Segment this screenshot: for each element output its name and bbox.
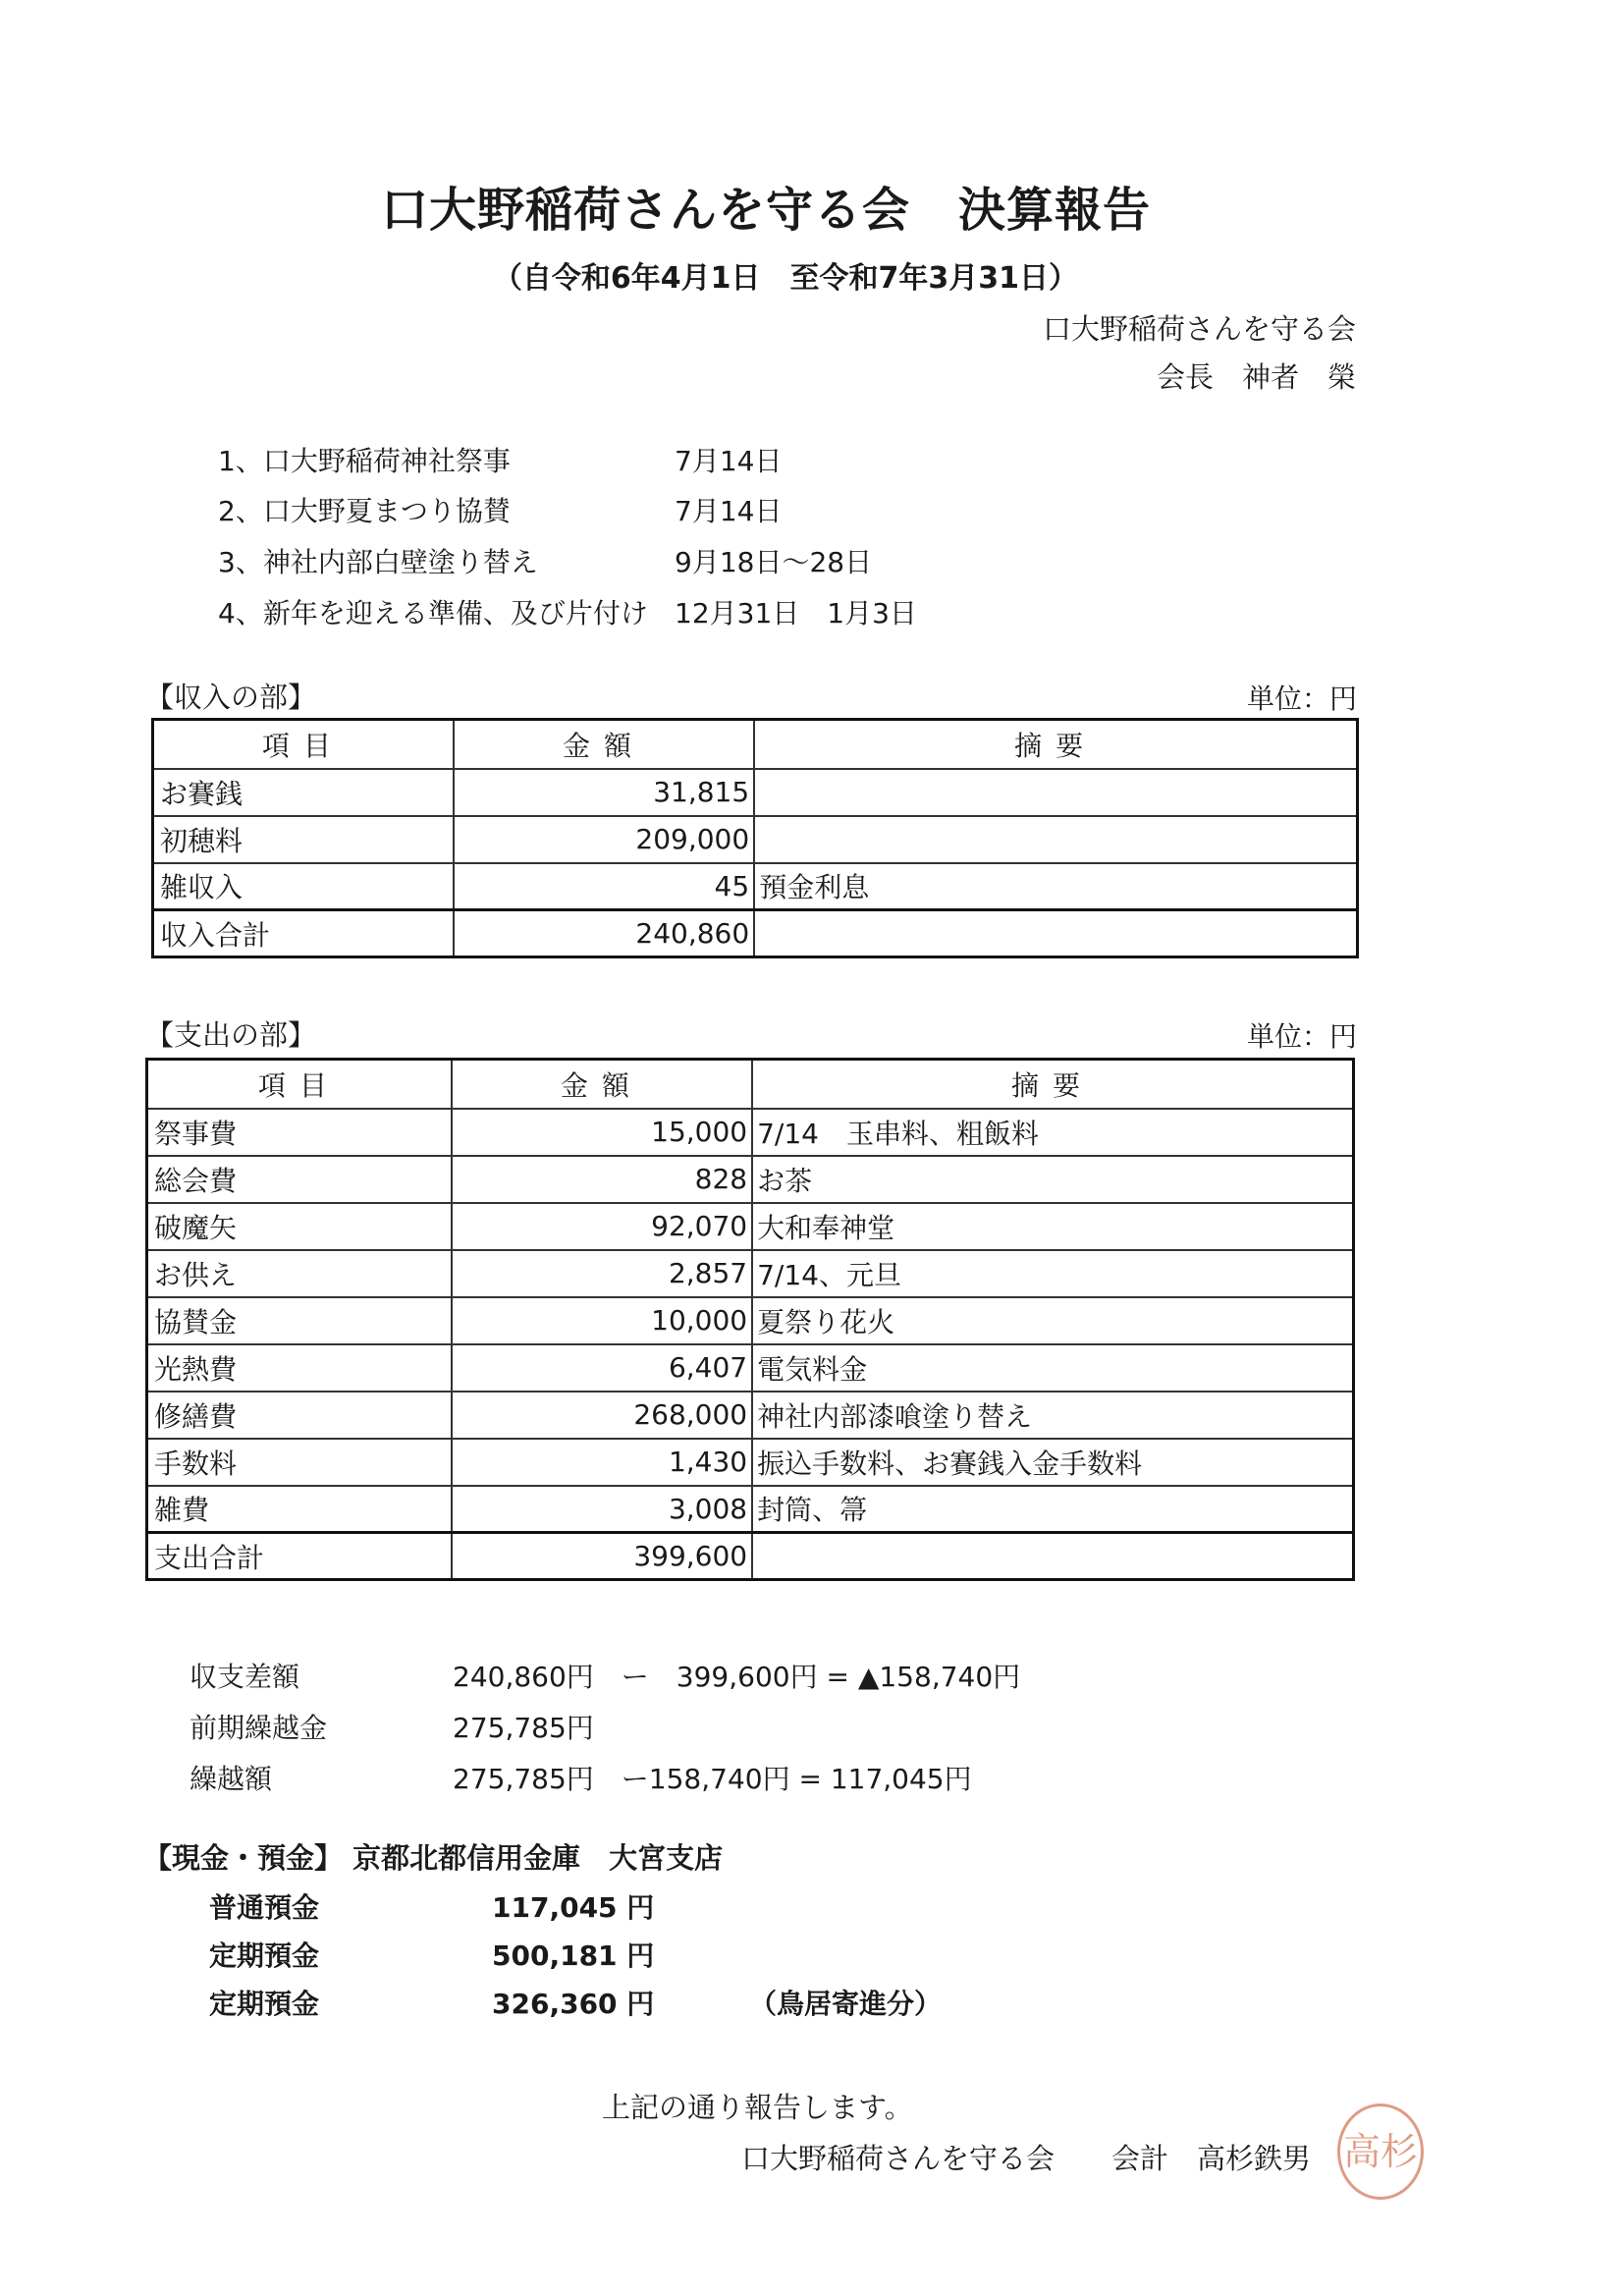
event-date: 7月14日	[675, 495, 783, 527]
income-table	[151, 718, 1359, 958]
deposit-amount: 500,181 円	[492, 1939, 655, 1972]
signature-line: 口大野稲荷さんを守る会 会計 高杉鉄男	[741, 2142, 1312, 2175]
column-header-note: 摘要	[752, 1060, 1353, 1109]
table-row	[147, 1297, 1354, 1344]
amount-cell: 268,000	[452, 1392, 752, 1439]
deposit-label: 定期預金	[209, 1939, 320, 1972]
deposit-row	[209, 1935, 995, 1974]
event-date: 9月18日～28日	[675, 546, 873, 578]
total-row	[147, 1533, 1354, 1580]
item-cell: 雑収入	[153, 863, 454, 910]
amount-cell: 6,407	[452, 1344, 752, 1392]
amount-cell: 1,430	[452, 1439, 752, 1486]
event-label: 1、口大野稲荷神社祭事	[218, 445, 511, 477]
note-cell: 大和奉神堂	[752, 1203, 1353, 1250]
deposit-amount: 326,360 円	[492, 1988, 655, 2020]
note-cell	[752, 1533, 1353, 1580]
note-cell: 夏祭り花火	[752, 1297, 1353, 1344]
item-cell: お賽銭	[153, 769, 454, 816]
item-cell: 支出合計	[147, 1533, 452, 1580]
column-header-amount: 金額	[452, 1060, 752, 1109]
income-section-title: 【収入の部】	[145, 681, 317, 714]
amount-cell: 15,000	[452, 1109, 752, 1156]
deposit-row	[209, 1983, 995, 2022]
column-header-item: 項目	[153, 720, 454, 769]
column-header-item: 項目	[147, 1060, 452, 1109]
expense-section-title: 【支出の部】	[145, 1018, 317, 1052]
deposit-label: 普通預金	[209, 1891, 320, 1924]
table-row	[147, 1439, 1354, 1486]
president-name: 会長 神者 榮	[1156, 360, 1356, 394]
summary-carryover-prior	[189, 1707, 1073, 1746]
accountant-seal-icon: 高杉	[1337, 2103, 1424, 2200]
amount-cell: 240,860	[454, 910, 754, 957]
note-cell: 神社内部漆喰塗り替え	[752, 1392, 1353, 1439]
event-date: 12月31日 1月3日	[675, 597, 917, 629]
income-unit: 単位：円	[1246, 683, 1357, 715]
event-item	[218, 592, 964, 631]
event-item	[218, 440, 964, 479]
note-cell: お茶	[752, 1156, 1353, 1203]
note-cell: 電気料金	[752, 1344, 1353, 1392]
expense-table	[145, 1058, 1355, 1581]
summary-label: 繰越額	[189, 1763, 273, 1795]
item-cell: 総会費	[147, 1156, 452, 1203]
amount-cell: 92,070	[452, 1203, 752, 1250]
table-row	[147, 1486, 1354, 1533]
amount-cell: 10,000	[452, 1297, 752, 1344]
report-period: （自令和6年4月1日 至令和7年3月31日）	[492, 261, 1079, 296]
deposit-amount: 117,045 円	[492, 1891, 655, 1924]
item-cell: お供え	[147, 1250, 452, 1297]
item-cell: 祭事費	[147, 1109, 452, 1156]
column-header-amount: 金額	[454, 720, 754, 769]
item-cell: 協賛金	[147, 1297, 452, 1344]
table-header-row	[147, 1060, 1354, 1109]
summary-value: 275,785円	[453, 1712, 594, 1744]
note-cell: 封筒、箒	[752, 1486, 1353, 1533]
deposit-note: （鳥居寄進分）	[749, 1988, 943, 2020]
table-row	[147, 1156, 1354, 1203]
amount-cell: 2,857	[452, 1250, 752, 1297]
event-item	[218, 541, 964, 580]
item-cell: 光熱費	[147, 1344, 452, 1392]
total-row	[153, 910, 1358, 957]
note-cell: 預金利息	[754, 863, 1357, 910]
note-cell: 7/14 玉串料、粗飯料	[752, 1109, 1353, 1156]
deposit-label: 定期預金	[209, 1988, 320, 2020]
amount-cell: 31,815	[454, 769, 754, 816]
item-cell: 収入合計	[153, 910, 454, 957]
summary-label: 収支差額	[189, 1661, 300, 1693]
table-row	[153, 863, 1358, 910]
event-item	[218, 490, 964, 529]
summary-balance	[189, 1656, 1073, 1695]
closing-statement: 上記の通り報告します。	[602, 2091, 913, 2124]
event-label: 2、口大野夏まつり協賛	[218, 495, 511, 527]
table-row	[147, 1250, 1354, 1297]
event-label: 4、新年を迎える準備、及び片付け	[218, 597, 648, 629]
amount-cell: 45	[454, 863, 754, 910]
event-label: 3、神社内部白壁塗り替え	[218, 546, 538, 578]
summary-value: 240,860円 ー 399,600円 = ▲158,740円	[453, 1661, 1021, 1693]
note-cell: 振込手数料、お賽銭入金手数料	[752, 1439, 1353, 1486]
amount-cell: 399,600	[452, 1533, 752, 1580]
column-header-note: 摘要	[754, 720, 1357, 769]
deposit-row	[209, 1886, 995, 1926]
item-cell: 初穂料	[153, 816, 454, 863]
summary-carryover	[189, 1758, 1073, 1797]
item-cell: 雑費	[147, 1486, 452, 1533]
expense-unit: 単位：円	[1246, 1020, 1357, 1053]
summary-value: 275,785円 ー158,740円 = 117,045円	[453, 1763, 972, 1795]
item-cell: 修繕費	[147, 1392, 452, 1439]
note-cell	[754, 816, 1357, 863]
event-date: 7月14日	[675, 445, 783, 477]
organization-name: 口大野稲荷さんを守る会	[1042, 312, 1356, 346]
table-row	[147, 1203, 1354, 1250]
amount-cell: 828	[452, 1156, 752, 1203]
page-title: 口大野稲荷さんを守る会 決算報告	[380, 183, 1151, 238]
note-cell: 7/14、元旦	[752, 1250, 1353, 1297]
table-row	[147, 1109, 1354, 1156]
table-row	[153, 769, 1358, 816]
note-cell	[754, 910, 1357, 957]
table-header-row	[153, 720, 1358, 769]
note-cell	[754, 769, 1357, 816]
item-cell: 手数料	[147, 1439, 452, 1486]
amount-cell: 3,008	[452, 1486, 752, 1533]
table-row	[147, 1392, 1354, 1439]
table-row	[153, 816, 1358, 863]
item-cell: 破魔矢	[147, 1203, 452, 1250]
summary-label: 前期繰越金	[189, 1712, 328, 1744]
table-row	[147, 1344, 1354, 1392]
deposits-heading: 【現金・預金】 京都北都信用金庫 大宮支店	[143, 1841, 724, 1875]
amount-cell: 209,000	[454, 816, 754, 863]
